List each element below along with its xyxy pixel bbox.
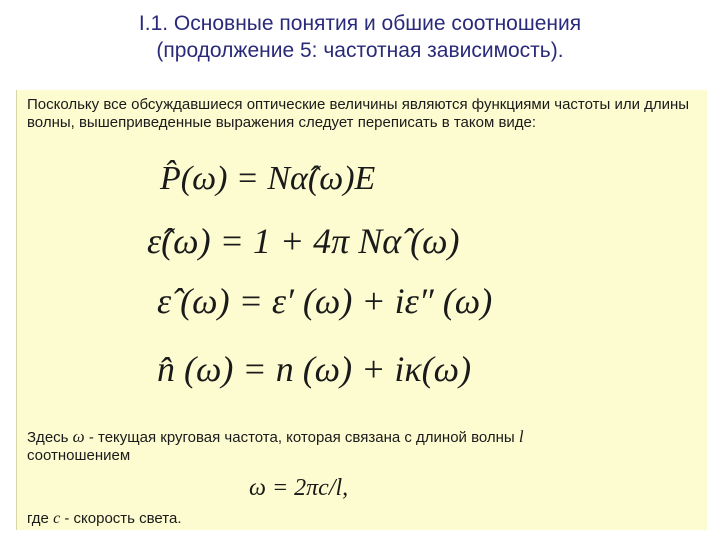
content-panel <box>16 90 707 530</box>
note-label: где <box>27 510 49 527</box>
speed-of-light-symbol: c <box>53 510 61 527</box>
title-line-2: (продолжение 5: частотная зависимость). <box>156 39 564 62</box>
omega-symbol: ω <box>72 427 85 446</box>
note-paragraph <box>27 510 427 528</box>
slide-title <box>0 10 720 64</box>
formula-permittivity: ε̂(ω) = 1 + 4π Nα̂ (ω) <box>147 221 460 261</box>
intro-paragraph: Поскольку все обсуждавшиеся оптические величины являются функциями частоты или длины волны, вышеприведенные выражения следует переписать в таком виде: <box>27 96 690 131</box>
formula-polarization: P̂(ω) = Nα̂(ω)E <box>160 160 376 197</box>
here-label: Здесь <box>27 429 69 446</box>
formula-complex-permittivity: ε̂ (ω) = ε′ (ω) + iε″ (ω) <box>157 281 493 321</box>
here-text: - текущая круговая частота, которая связана с длиной волны <box>88 429 515 446</box>
relation-word: соотношением <box>27 447 131 464</box>
definition-paragraph <box>27 428 697 465</box>
wavelength-symbol: l <box>518 427 524 446</box>
note-text: - скорость света. <box>64 510 182 527</box>
title-line-1: I.1. Основные понятия и обшие соотношения <box>138 12 582 35</box>
formula-frequency: ω = 2πc/l, <box>249 475 349 501</box>
formula-refractive-index: n̂ (ω) = n (ω) + iκ(ω) <box>157 349 472 389</box>
